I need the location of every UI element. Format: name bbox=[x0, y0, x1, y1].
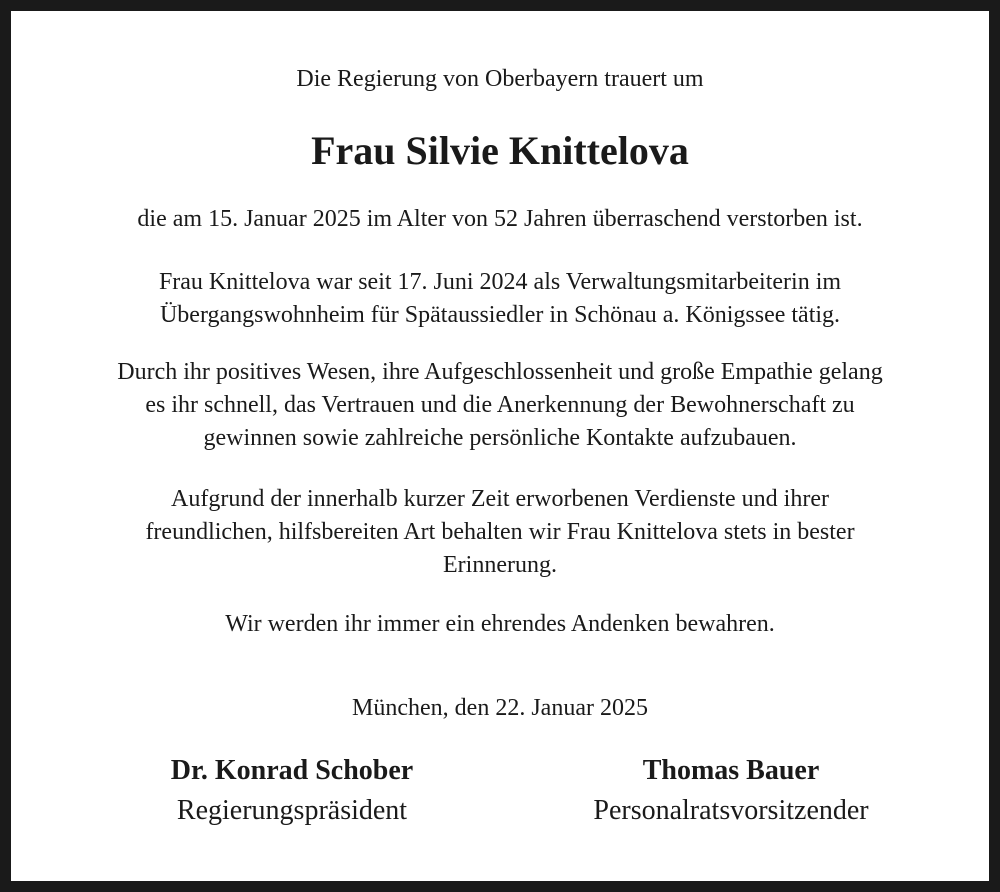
signatory-right bbox=[531, 751, 931, 831]
signatory-title: Personalratsvorsitzender bbox=[593, 795, 869, 826]
intro-text: Die Regierung von Oberbayern trauert um bbox=[296, 66, 704, 92]
place-and-date: München, den 22. Januar 2025 bbox=[352, 695, 648, 721]
employment-line-2: Übergangswohnheim für Spätaussiedler in Schönau a. Königssee tätig. bbox=[159, 302, 841, 328]
death-announcement-text: die am 15. Januar 2025 im Alter von 52 Jahren überraschend verstorben ist. bbox=[137, 206, 863, 232]
remembrance-line-1: Aufgrund der innerhalb kurzer Zeit erworbenen Verdienste und ihrer bbox=[171, 486, 829, 512]
character-line-3: gewinnen sowie zahlreiche persönliche Kontakte aufzubauen. bbox=[203, 425, 797, 451]
character-line-1: Durch ihr positives Wesen, ihre Aufgeschlossenheit und große Empathie gelang bbox=[117, 359, 883, 385]
remembrance-paragraph bbox=[11, 483, 989, 582]
obituary-notice bbox=[11, 11, 989, 881]
character-paragraph bbox=[11, 356, 989, 455]
remembrance-line-3: Erinnerung. bbox=[443, 552, 557, 578]
employment-paragraph bbox=[11, 266, 989, 332]
signatory-title: Regierungspräsident bbox=[176, 795, 408, 826]
remembrance-line-2: freundlichen, hilfsbereiten Art behalten wir Frau Knittelova stets in bester bbox=[145, 519, 855, 545]
signatory-left bbox=[92, 751, 492, 831]
closing-sentence: Wir werden ihr immer ein ehrendes Andenken bewahren. bbox=[225, 611, 775, 637]
signatory-name: Dr. Konrad Schober bbox=[170, 755, 414, 786]
character-line-2: es ihr schnell, das Vertrauen und die Anerkennung der Bewohnerschaft zu bbox=[145, 392, 855, 418]
deceased-name: Frau Silvie Knittelova bbox=[311, 128, 689, 173]
signatory-name: Thomas Bauer bbox=[642, 755, 820, 786]
employment-line-1: Frau Knittelova war seit 17. Juni 2024 als Verwaltungsmitarbeiterin im bbox=[158, 269, 842, 295]
